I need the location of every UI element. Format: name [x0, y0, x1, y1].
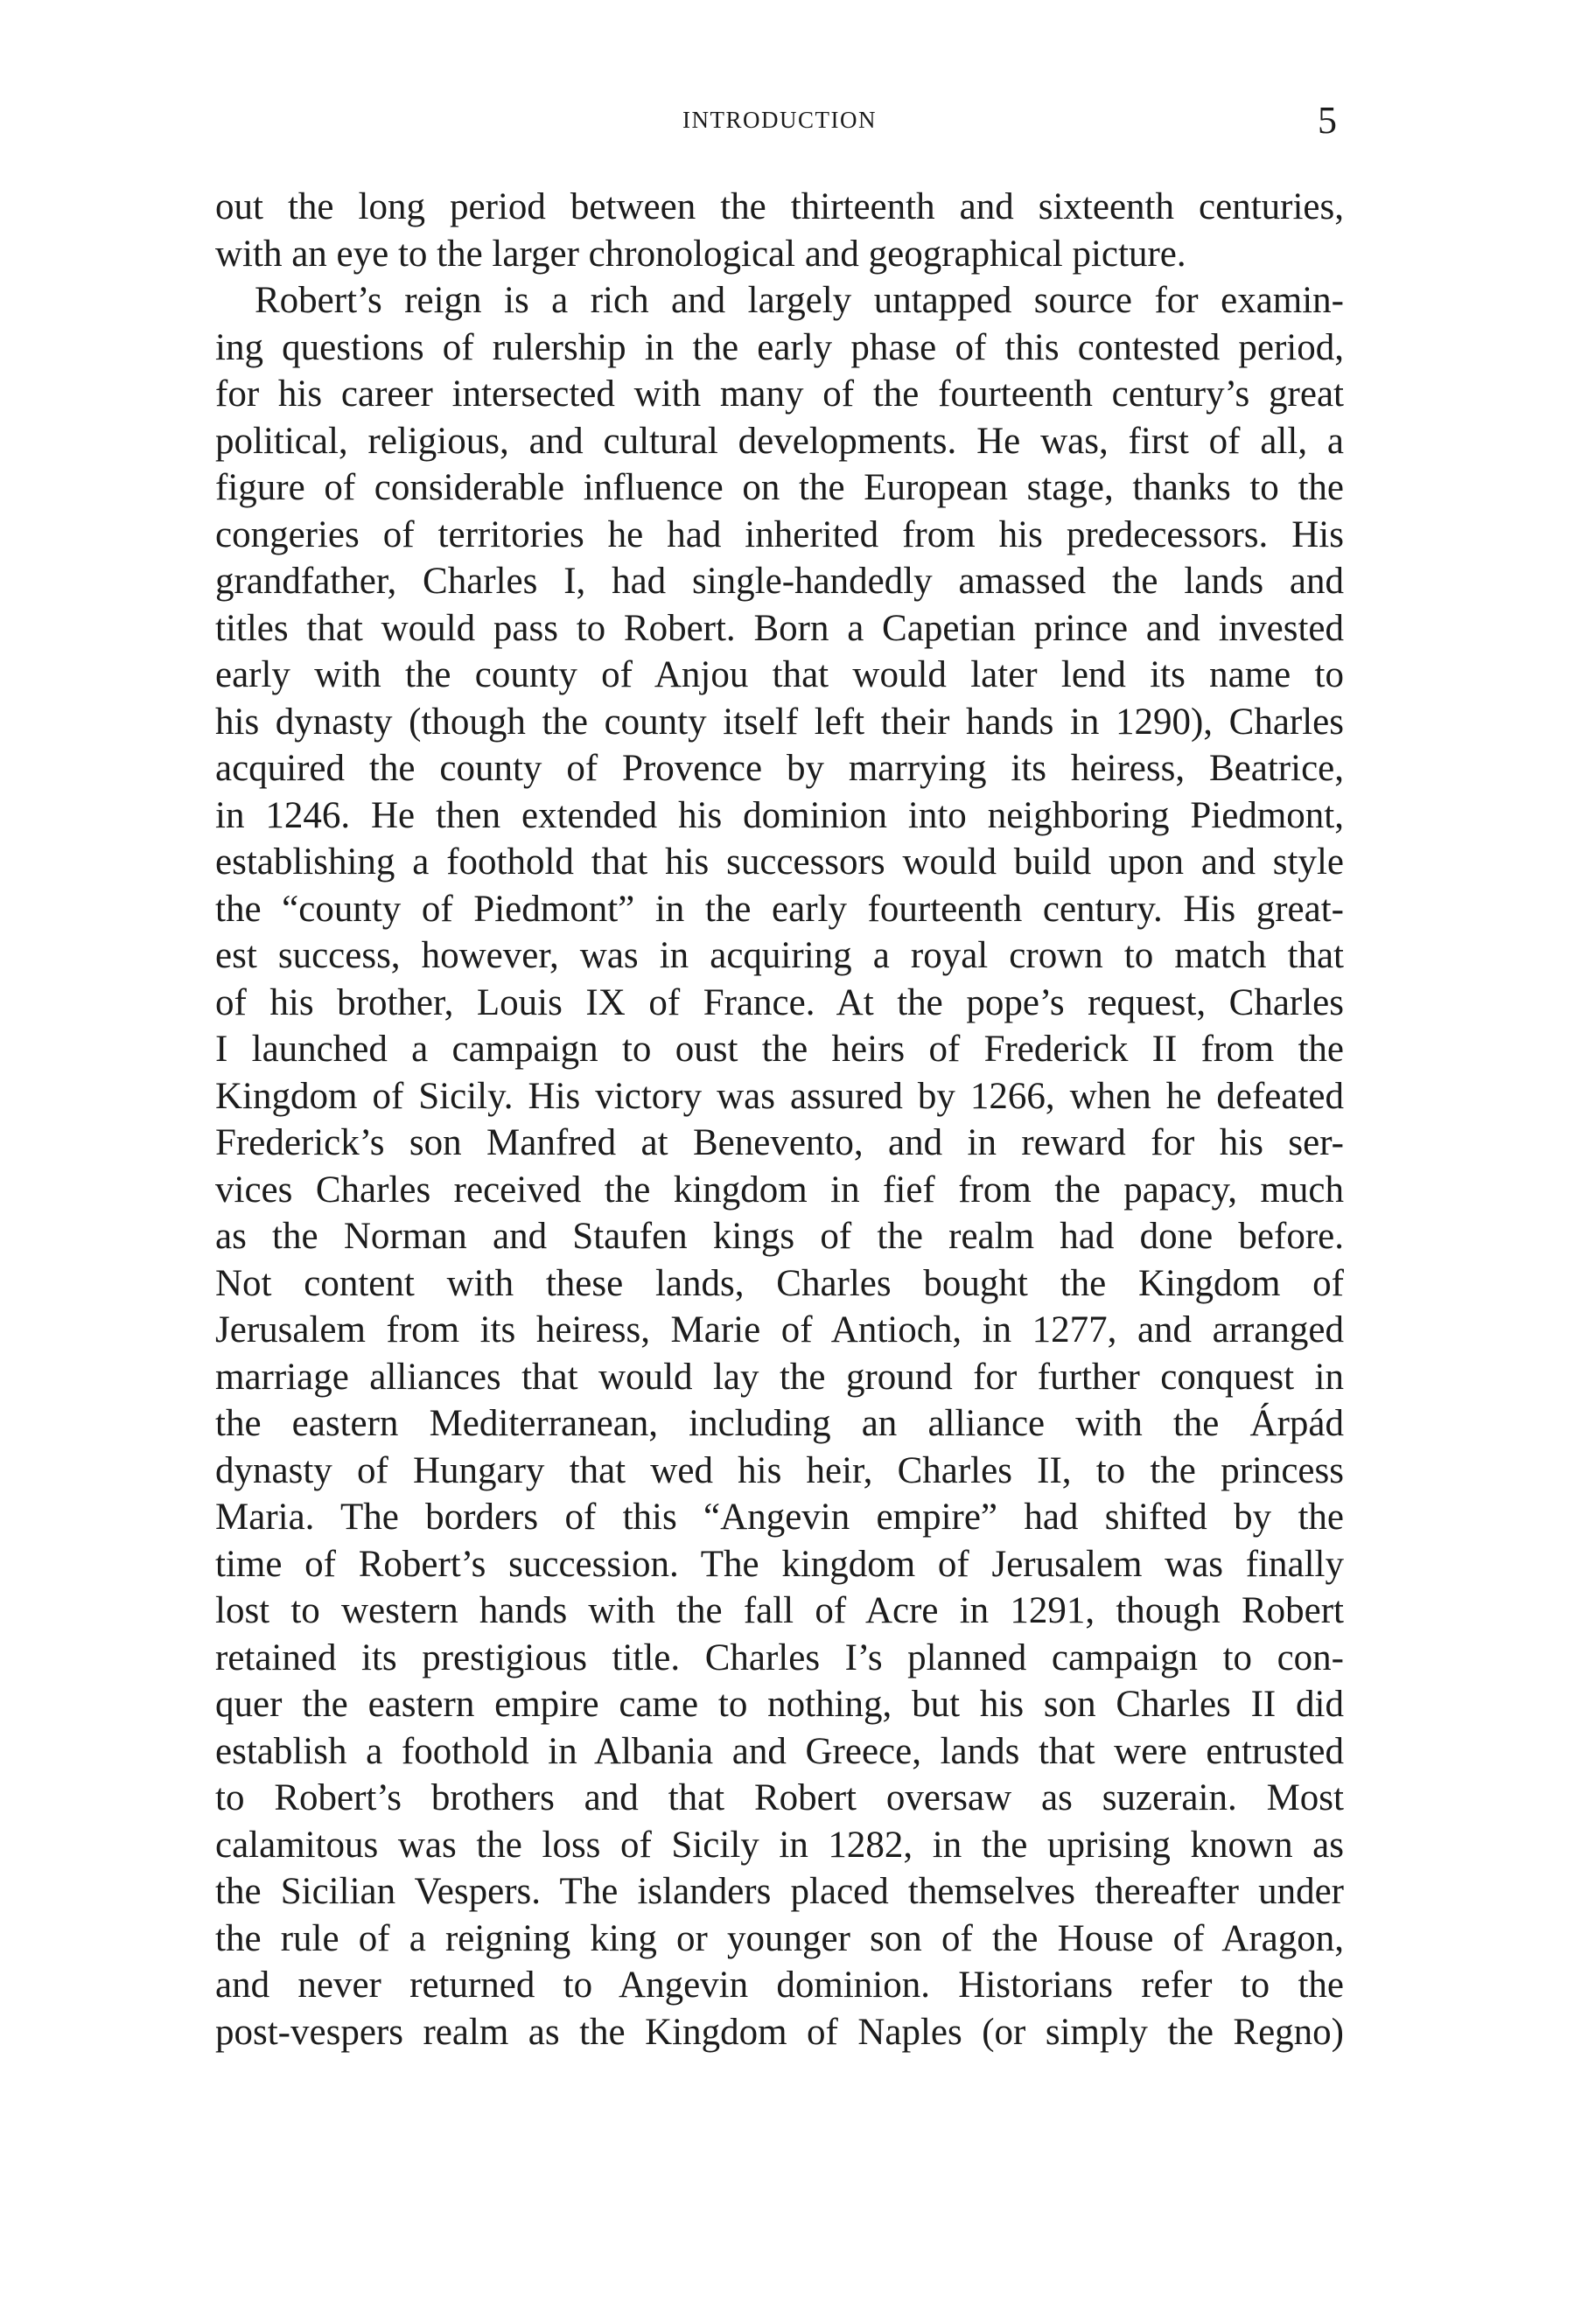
text-line: the eastern Mediterranean, including an alliance with the Árpád — [215, 1403, 1344, 1444]
text-line: quer the eastern empire came to nothing, but his son Charles II did — [215, 1684, 1344, 1725]
text-line: to Robert’s brothers and that Robert oversaw as suzerain. Most — [215, 1777, 1344, 1818]
text-line: ing questions of rulership in the early phase of this contested period, — [215, 326, 1344, 368]
running-title: INTRODUCTION — [682, 107, 877, 133]
text-line: as the Norman and Staufen kings of the realm had done before. — [215, 1216, 1344, 1257]
text-line: grandfather, Charles I, had single-handedly amassed the lands and — [215, 561, 1344, 602]
page-number: 5 — [1318, 99, 1337, 142]
text-line: out the long period between the thirteenth and sixteenth centuries, — [215, 186, 1344, 227]
text-line: time of Robert’s succession. The kingdom of Jerusalem was finally — [215, 1543, 1344, 1585]
text-line: Frederick’s son Manfred at Benevento, and in reward for his ser- — [215, 1122, 1344, 1163]
text-line: Maria. The borders of this “Angevin empire” had shifted by the — [215, 1497, 1344, 1538]
text-line: establish a foothold in Albania and Greece, lands that were entrusted — [215, 1730, 1344, 1772]
text-line: lost to western hands with the fall of Acre in 1291, though Robert — [215, 1590, 1344, 1631]
text-line: retained its prestigious title. Charles I’s planned campaign to con- — [215, 1637, 1344, 1678]
text-line: in 1246. He then extended his dominion into neighboring Piedmont, — [215, 794, 1344, 836]
text-line: titles that would pass to Robert. Born a Capetian prince and invested — [215, 607, 1344, 649]
text-line: dynasty of Hungary that wed his heir, Charles II, to the princess — [215, 1449, 1344, 1491]
text-line: of his brother, Louis IX of France. At the pope’s request, Charles — [215, 981, 1344, 1023]
text-line: marriage alliances that would lay the ground for further conquest in — [215, 1356, 1344, 1398]
text-line: calamitous was the loss of Sicily in 1282, in the uprising known as — [215, 1824, 1344, 1866]
text-line: establishing a foothold that his successors would build upon and style — [215, 841, 1344, 883]
text-line: Kingdom of Sicily. His victory was assured by 1266, when he defeated — [215, 1075, 1344, 1117]
text-line: est success, however, was in acquiring a royal crown to match that — [215, 935, 1344, 976]
text-line: and never returned to Angevin dominion. Historians refer to the — [215, 1965, 1344, 2006]
text-line: political, religious, and cultural developments. He was, first of all, a — [215, 420, 1344, 462]
text-line: Robert’s reign is a rich and largely untapped source for examin- — [255, 280, 1344, 321]
text-line: Not content with these lands, Charles bought the Kingdom of — [215, 1262, 1344, 1304]
text-line: for his career intersected with many of the fourteenth century’s great — [215, 373, 1344, 415]
text-line: the “county of Piedmont” in the early fourteenth century. His great- — [215, 888, 1344, 930]
text-line: congeries of territories he had inherited from his predecessors. His — [215, 513, 1344, 555]
text-line: post-vespers realm as the Kingdom of Naples (or simply the Regno) — [215, 2011, 1344, 2053]
body-text — [215, 184, 1344, 2055]
running-head — [215, 98, 1344, 150]
text-line: early with the county of Anjou that would later lend its name to — [215, 654, 1344, 695]
text-line: the Sicilian Vespers. The islanders placed themselves thereafter under — [215, 1871, 1344, 1912]
text-line: Jerusalem from its heiress, Marie of Antioch, in 1277, and arranged — [215, 1309, 1344, 1350]
text-line: the rule of a reigning king or younger son of the House of Aragon, — [215, 1917, 1344, 1959]
text-line: vices Charles received the kingdom in fief from the papacy, much — [215, 1169, 1344, 1211]
text-line: acquired the county of Provence by marrying its heiress, Beatrice, — [215, 748, 1344, 789]
text-line: his dynasty (though the county itself left their hands in 1290), Charles — [215, 701, 1344, 743]
text-line: with an eye to the larger chronological and geographical picture. — [215, 233, 1186, 275]
text-line: figure of considerable influence on the European stage, thanks to the — [215, 467, 1344, 508]
text-line: I launched a campaign to oust the heirs of Frederick II from the — [215, 1029, 1344, 1070]
